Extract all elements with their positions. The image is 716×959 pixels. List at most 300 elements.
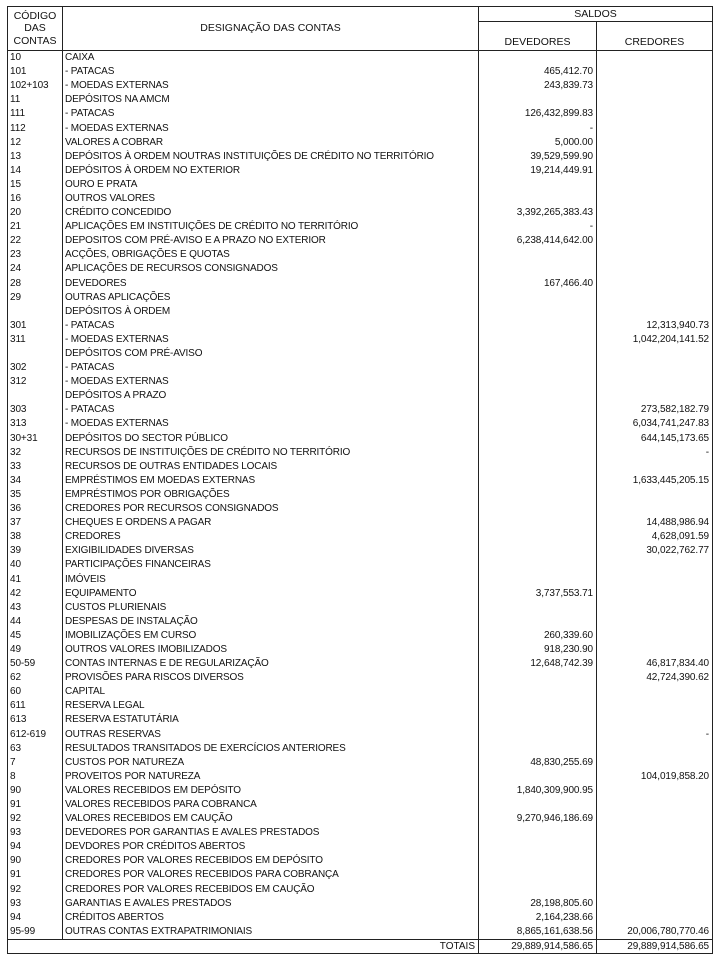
devedores-value: 260,339.60	[479, 629, 597, 643]
account-code: 34	[8, 474, 63, 488]
credores-value	[597, 572, 713, 586]
credores-value	[597, 615, 713, 629]
account-code: 44	[8, 615, 63, 629]
balance-table	[7, 6, 713, 954]
credores-value	[597, 840, 713, 854]
table-row	[8, 460, 713, 474]
credores-value	[597, 798, 713, 812]
account-designation: PROVISÕES PARA RISCOS DIVERSOS	[63, 671, 479, 685]
table-row	[8, 516, 713, 530]
devedores-value: 5,000.00	[479, 136, 597, 150]
credores-value: 20,006,780,770.46	[597, 925, 713, 940]
devedores-value	[479, 488, 597, 502]
credores-value: 30,022,762.77	[597, 544, 713, 558]
account-code	[8, 305, 63, 319]
account-designation: DEPÓSITOS À ORDEM NO EXTERIOR	[63, 164, 479, 178]
saldos-header: SALDOS	[479, 7, 713, 22]
account-code: 611	[8, 699, 63, 713]
devedores-value	[479, 460, 597, 474]
credores-value	[597, 65, 713, 79]
account-designation: PARTICIPAÇÕES FINANCEIRAS	[63, 558, 479, 572]
totals-credores: 29,889,914,586.65	[597, 939, 713, 953]
account-designation: CREDORES POR VALORES RECEBIDOS EM CAUÇÃO	[63, 883, 479, 897]
account-code: 12	[8, 136, 63, 150]
credores-value: 6,034,741,247.83	[597, 417, 713, 431]
table-row	[8, 840, 713, 854]
devedores-value: 3,737,553.71	[479, 587, 597, 601]
credores-value	[597, 136, 713, 150]
devedores-value	[479, 685, 597, 699]
account-code: 94	[8, 840, 63, 854]
credores-value	[597, 305, 713, 319]
credores-value	[597, 784, 713, 798]
devedores-value	[479, 361, 597, 375]
table-row	[8, 51, 713, 66]
account-code: 42	[8, 587, 63, 601]
table-row	[8, 925, 713, 940]
account-designation: CREDORES POR VALORES RECEBIDOS PARA COBRANÇA	[63, 868, 479, 882]
account-code: 21	[8, 220, 63, 234]
devedores-value	[479, 178, 597, 192]
table-row	[8, 446, 713, 460]
credores-value	[597, 756, 713, 770]
credores-value: 42,724,390.62	[597, 671, 713, 685]
account-designation: - MOEDAS EXTERNAS	[63, 121, 479, 135]
table-row	[8, 361, 713, 375]
account-designation: DEPOSITOS COM PRÉ-AVISO E A PRAZO NO EXTERIOR	[63, 234, 479, 248]
code-header-line-3: CONTAS	[13, 34, 57, 47]
account-code: 37	[8, 516, 63, 530]
totals-row	[8, 939, 713, 953]
devedores-value	[479, 502, 597, 516]
account-code: 302	[8, 361, 63, 375]
account-designation: RESERVA ESTATUTÁRIA	[63, 713, 479, 727]
account-designation: VALORES RECEBIDOS EM CAUÇÃO	[63, 812, 479, 826]
devedores-value	[479, 742, 597, 756]
table-row	[8, 220, 713, 234]
devedores-value	[479, 403, 597, 417]
devedores-value	[479, 248, 597, 262]
table-row	[8, 544, 713, 558]
account-code: 613	[8, 713, 63, 727]
account-code: 63	[8, 742, 63, 756]
account-designation: EMPRÉSTIMOS POR OBRIGAÇÕES	[63, 488, 479, 502]
account-code: 16	[8, 192, 63, 206]
account-designation: OUTRAS APLICAÇÕES	[63, 291, 479, 305]
account-code: 8	[8, 770, 63, 784]
credores-value	[597, 713, 713, 727]
account-designation: IMOBILIZAÇÕES EM CURSO	[63, 629, 479, 643]
account-designation: RECURSOS DE OUTRAS ENTIDADES LOCAIS	[63, 460, 479, 474]
table-row	[8, 868, 713, 882]
account-designation: CUSTOS PLURIENAIS	[63, 601, 479, 615]
account-designation: RECURSOS DE INSTITUIÇÕES DE CRÉDITO NO TERRITÓRIO	[63, 446, 479, 460]
credores-value	[597, 347, 713, 361]
table-row	[8, 530, 713, 544]
table-row	[8, 671, 713, 685]
credores-value	[597, 93, 713, 107]
account-designation: VALORES A COBRAR	[63, 136, 479, 150]
table-row	[8, 403, 713, 417]
account-code-header	[8, 7, 63, 51]
devedores-value: 6,238,414,642.00	[479, 234, 597, 248]
account-designation: - PATACAS	[63, 107, 479, 121]
table-row	[8, 699, 713, 713]
devedores-value	[479, 262, 597, 276]
credores-value	[597, 389, 713, 403]
devedores-value: 28,198,805.60	[479, 897, 597, 911]
account-code: 90	[8, 854, 63, 868]
account-code: 313	[8, 417, 63, 431]
devedores-value	[479, 699, 597, 713]
account-designation: CONTAS INTERNAS E DE REGULARIZAÇÃO	[63, 657, 479, 671]
devedores-value: 39,529,599.90	[479, 150, 597, 164]
credores-value	[597, 291, 713, 305]
table-row	[8, 347, 713, 361]
code-header-line-1: CÓDIGO	[13, 9, 57, 22]
credores-value: 1,633,445,205.15	[597, 474, 713, 488]
credores-value	[597, 883, 713, 897]
account-code: 90	[8, 784, 63, 798]
code-header-line-2: DAS	[24, 22, 46, 35]
account-rows	[8, 51, 713, 940]
account-code: 14	[8, 164, 63, 178]
account-code: 40	[8, 558, 63, 572]
credores-value	[597, 643, 713, 657]
account-code: 50-59	[8, 657, 63, 671]
devedores-value: 126,432,899.83	[479, 107, 597, 121]
credores-value: -	[597, 446, 713, 460]
credores-value	[597, 558, 713, 572]
account-designation: PROVEITOS POR NATUREZA	[63, 770, 479, 784]
devedores-value: -	[479, 121, 597, 135]
account-code: 29	[8, 291, 63, 305]
devedores-value	[479, 544, 597, 558]
account-code: 35	[8, 488, 63, 502]
account-designation: EMPRÉSTIMOS EM MOEDAS EXTERNAS	[63, 474, 479, 488]
account-designation: DEVEDORES	[63, 277, 479, 291]
table-row	[8, 883, 713, 897]
devedores-value	[479, 798, 597, 812]
credores-value	[597, 601, 713, 615]
table-row	[8, 206, 713, 220]
account-code: 32	[8, 446, 63, 460]
table-row	[8, 178, 713, 192]
credores-value	[597, 699, 713, 713]
account-code: 92	[8, 812, 63, 826]
account-code: 111	[8, 107, 63, 121]
credores-value	[597, 375, 713, 389]
account-designation: CAIXA	[63, 51, 479, 66]
account-designation: CHEQUES E ORDENS A PAGAR	[63, 516, 479, 530]
devedores-value: 2,164,238.66	[479, 911, 597, 925]
account-designation: CRÉDITOS ABERTOS	[63, 911, 479, 925]
account-code: 301	[8, 319, 63, 333]
devedores-header: DEVEDORES	[479, 22, 597, 51]
table-row	[8, 897, 713, 911]
account-code: 10	[8, 51, 63, 66]
devedores-value	[479, 432, 597, 446]
table-row	[8, 389, 713, 403]
account-code: 93	[8, 897, 63, 911]
table-row	[8, 756, 713, 770]
account-code: 102+103	[8, 79, 63, 93]
devedores-value	[479, 389, 597, 403]
devedores-value: 3,392,265,383.43	[479, 206, 597, 220]
account-code: 13	[8, 150, 63, 164]
devedores-value	[479, 868, 597, 882]
table-row	[8, 474, 713, 488]
account-designation: RESULTADOS TRANSITADOS DE EXERCÍCIOS ANTERIORES	[63, 742, 479, 756]
devedores-value	[479, 713, 597, 727]
account-designation: VALORES RECEBIDOS PARA COBRANCA	[63, 798, 479, 812]
account-designation: - PATACAS	[63, 319, 479, 333]
account-designation: CREDORES POR RECURSOS CONSIGNADOS	[63, 502, 479, 516]
devedores-value	[479, 192, 597, 206]
credores-value	[597, 192, 713, 206]
table-row	[8, 728, 713, 742]
table-row	[8, 770, 713, 784]
account-code: 43	[8, 601, 63, 615]
account-code	[8, 389, 63, 403]
account-code: 45	[8, 629, 63, 643]
table-row	[8, 798, 713, 812]
devedores-value	[479, 375, 597, 389]
credores-value	[597, 164, 713, 178]
table-row	[8, 826, 713, 840]
account-designation: OUTROS VALORES IMOBILIZADOS	[63, 643, 479, 657]
credores-value	[597, 121, 713, 135]
account-designation: EXIGIBILIDADES DIVERSAS	[63, 544, 479, 558]
devedores-value	[479, 530, 597, 544]
credores-value	[597, 742, 713, 756]
credores-value	[597, 629, 713, 643]
table-row	[8, 150, 713, 164]
account-designation: DEVEDORES POR GARANTIAS E AVALES PRESTADOS	[63, 826, 479, 840]
devedores-value	[479, 333, 597, 347]
devedores-value	[479, 770, 597, 784]
table-row	[8, 93, 713, 107]
account-code: 30+31	[8, 432, 63, 446]
account-designation: APLICAÇÕES DE RECURSOS CONSIGNADOS	[63, 262, 479, 276]
table-row	[8, 192, 713, 206]
devedores-value	[479, 516, 597, 530]
account-designation: - MOEDAS EXTERNAS	[63, 333, 479, 347]
credores-value	[597, 206, 713, 220]
devedores-value: 243,839.73	[479, 79, 597, 93]
credores-value: 1,042,204,141.52	[597, 333, 713, 347]
account-designation: - MOEDAS EXTERNAS	[63, 417, 479, 431]
account-designation: DEPÓSITOS NA AMCM	[63, 93, 479, 107]
credores-value	[597, 79, 713, 93]
account-code: 41	[8, 572, 63, 586]
devedores-value: -	[479, 220, 597, 234]
account-designation: OUTROS VALORES	[63, 192, 479, 206]
devedores-value: 918,230.90	[479, 643, 597, 657]
account-designation: OURO E PRATA	[63, 178, 479, 192]
credores-value: -	[597, 728, 713, 742]
table-row	[8, 262, 713, 276]
account-designation: CREDORES	[63, 530, 479, 544]
account-code: 38	[8, 530, 63, 544]
credores-value	[597, 234, 713, 248]
devedores-value: 167,466.40	[479, 277, 597, 291]
devedores-value	[479, 417, 597, 431]
account-designation: CREDORES POR VALORES RECEBIDOS EM DEPÓSITO	[63, 854, 479, 868]
account-code: 20	[8, 206, 63, 220]
table-row	[8, 333, 713, 347]
credores-value: 46,817,834.40	[597, 657, 713, 671]
account-code: 24	[8, 262, 63, 276]
credores-value	[597, 248, 713, 262]
account-code: 28	[8, 277, 63, 291]
account-code: 23	[8, 248, 63, 262]
table-row	[8, 601, 713, 615]
devedores-value	[479, 291, 597, 305]
table-row	[8, 432, 713, 446]
table-row	[8, 234, 713, 248]
credores-value: 644,145,173.65	[597, 432, 713, 446]
table-row	[8, 643, 713, 657]
totals-label: TOTAIS	[8, 939, 479, 953]
devedores-value	[479, 51, 597, 66]
account-code: 92	[8, 883, 63, 897]
credores-value	[597, 826, 713, 840]
account-code: 91	[8, 798, 63, 812]
credores-value	[597, 502, 713, 516]
devedores-value: 8,865,161,638.56	[479, 925, 597, 940]
credores-value	[597, 685, 713, 699]
table-row	[8, 784, 713, 798]
table-row	[8, 164, 713, 178]
devedores-value: 1,840,309,900.95	[479, 784, 597, 798]
credores-value	[597, 868, 713, 882]
account-designation: - PATACAS	[63, 403, 479, 417]
account-code: 49	[8, 643, 63, 657]
table-row	[8, 742, 713, 756]
devedores-value	[479, 305, 597, 319]
account-designation: ACÇÕES, OBRIGAÇÕES E QUOTAS	[63, 248, 479, 262]
credores-value	[597, 460, 713, 474]
devedores-value	[479, 319, 597, 333]
account-code	[8, 347, 63, 361]
credores-value	[597, 911, 713, 925]
credores-value	[597, 262, 713, 276]
credores-value	[597, 150, 713, 164]
devedores-value: 12,648,742.39	[479, 657, 597, 671]
table-row	[8, 713, 713, 727]
table-row	[8, 417, 713, 431]
table-row	[8, 502, 713, 516]
credores-value	[597, 812, 713, 826]
table-row	[8, 854, 713, 868]
account-designation: CRÉDITO CONCEDIDO	[63, 206, 479, 220]
table-row	[8, 107, 713, 121]
credores-header: CREDORES	[597, 22, 713, 51]
account-designation: CUSTOS POR NATUREZA	[63, 756, 479, 770]
credores-value	[597, 107, 713, 121]
account-designation: OUTRAS CONTAS EXTRAPATRIMONIAIS	[63, 925, 479, 940]
account-designation: GARANTIAS E AVALES PRESTADOS	[63, 897, 479, 911]
account-code: 7	[8, 756, 63, 770]
account-code: 95-99	[8, 925, 63, 940]
table-row	[8, 657, 713, 671]
table-row	[8, 629, 713, 643]
account-code: 15	[8, 178, 63, 192]
credores-value	[597, 220, 713, 234]
devedores-value	[479, 93, 597, 107]
credores-value	[597, 587, 713, 601]
table-row	[8, 572, 713, 586]
account-designation: DEVDORES POR CRÉDITOS ABERTOS	[63, 840, 479, 854]
devedores-value	[479, 572, 597, 586]
credores-value	[597, 854, 713, 868]
account-designation: EQUIPAMENTO	[63, 587, 479, 601]
credores-value: 12,313,940.73	[597, 319, 713, 333]
account-code: 303	[8, 403, 63, 417]
table-row	[8, 587, 713, 601]
account-designation: DEPÓSITOS DO SECTOR PÚBLICO	[63, 432, 479, 446]
credores-value: 14,488,986.94	[597, 516, 713, 530]
credores-value: 273,582,182.79	[597, 403, 713, 417]
table-row	[8, 277, 713, 291]
devedores-value	[479, 615, 597, 629]
account-designation: RESERVA LEGAL	[63, 699, 479, 713]
credores-value	[597, 897, 713, 911]
account-designation: - MOEDAS EXTERNAS	[63, 375, 479, 389]
table-row	[8, 248, 713, 262]
account-code: 36	[8, 502, 63, 516]
designation-header: DESIGNAÇÃO DAS CONTAS	[63, 7, 479, 51]
account-code: 91	[8, 868, 63, 882]
credores-value: 4,628,091.59	[597, 530, 713, 544]
account-designation: DEPÓSITOS À ORDEM	[63, 305, 479, 319]
totals-devedores: 29,889,914,586.65	[479, 939, 597, 953]
account-designation: OUTRAS RESERVAS	[63, 728, 479, 742]
account-code: 60	[8, 685, 63, 699]
account-code: 94	[8, 911, 63, 925]
table-row	[8, 319, 713, 333]
credores-value	[597, 178, 713, 192]
account-designation: DEPÓSITOS COM PRÉ-AVISO	[63, 347, 479, 361]
table-row	[8, 136, 713, 150]
devedores-value: 48,830,255.69	[479, 756, 597, 770]
account-code: 11	[8, 93, 63, 107]
devedores-value: 9,270,946,186.69	[479, 812, 597, 826]
account-designation: DEPÓSITOS A PRAZO	[63, 389, 479, 403]
account-designation: - MOEDAS EXTERNAS	[63, 79, 479, 93]
account-code: 101	[8, 65, 63, 79]
table-row	[8, 615, 713, 629]
devedores-value	[479, 446, 597, 460]
credores-value	[597, 488, 713, 502]
devedores-value	[479, 558, 597, 572]
account-code: 311	[8, 333, 63, 347]
account-designation: DESPESAS DE INSTALAÇÃO	[63, 615, 479, 629]
table-row	[8, 291, 713, 305]
account-designation: VALORES RECEBIDOS EM DEPÓSITO	[63, 784, 479, 798]
devedores-value: 465,412.70	[479, 65, 597, 79]
devedores-value	[479, 347, 597, 361]
account-code: 312	[8, 375, 63, 389]
table-row	[8, 488, 713, 502]
table-row	[8, 121, 713, 135]
devedores-value	[479, 728, 597, 742]
credores-value	[597, 277, 713, 291]
table-row	[8, 79, 713, 93]
table-row	[8, 65, 713, 79]
table-row	[8, 305, 713, 319]
